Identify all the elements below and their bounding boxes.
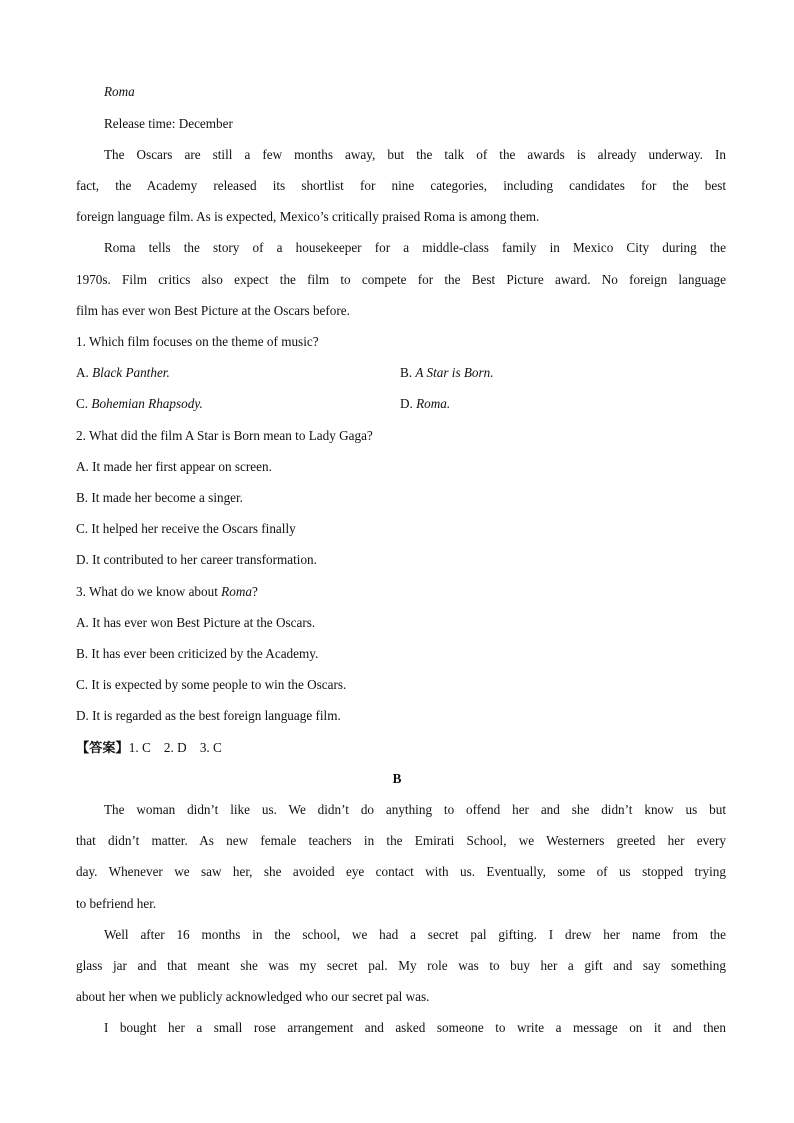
question-3-stem: 3. What do we know about Roma? [76,584,258,599]
paragraph-line: to befriend her. [76,896,157,911]
q2-option-a: A. It made her first appear on screen. [76,459,272,474]
paragraph-line: glass jar and that meant she was my secret pal. My role was to buy her a gift and say something [76,958,726,973]
paragraph-line: fact, the Academy released its shortlist for nine categories, including candidates for the best [76,178,726,193]
paragraph-line: The Oscars are still a few months away, but the talk of the awards is already underway. In [104,147,726,162]
q2-option-c: C. It helped her receive the Oscars finally [76,521,296,536]
roma-title: Roma [104,84,135,99]
paragraph-line: Well after 16 months in the school, we had a secret pal gifting. I drew her name from the [104,927,726,942]
paragraph-line: 1970s. Film critics also expect the film to compete for the Best Picture award. No foreign language [76,272,726,287]
paragraph-line: about her when we publicly acknowledged who our secret pal was. [76,989,430,1004]
q3-option-a: A. It has ever won Best Picture at the Oscars. [76,615,316,630]
paragraph-line: foreign language film. As is expected, Mexico’s critically praised Roma is among them. [76,209,540,224]
paragraph-line: day. Whenever we saw her, she avoided eye contact with us. Eventually, some of us stopped trying [76,864,726,879]
question-2-stem: 2. What did the film A Star is Born mean to Lady Gaga? [76,428,373,443]
paragraph-line: Roma tells the story of a housekeeper for a middle-class family in Mexico City during the [104,240,726,255]
paragraph-line: I bought her a small rose arrangement and asked someone to write a message on it and then [104,1020,726,1035]
q2-option-b: B. It made her become a singer. [76,490,243,505]
q1-option-d: D. Roma. [400,396,451,411]
q3-option-d: D. It is regarded as the best foreign language film. [76,708,341,723]
q1-option-c: C. Bohemian Rhapsody. [76,396,203,411]
question-1-stem: 1. Which film focuses on the theme of music? [76,334,319,349]
answer-key: 【答案】1. C 2. D 3. C [76,740,222,755]
q2-option-d: D. It contributed to her career transformation. [76,552,317,567]
paragraph-line: that didn’t matter. As new female teachers in the Emirati School, we Westerners greeted her every [76,833,726,848]
q1-option-b: B. A Star is Born. [400,365,494,380]
q3-option-c: C. It is expected by some people to win the Oscars. [76,677,347,692]
paragraph-line: film has ever won Best Picture at the Oscars before. [76,303,350,318]
section-heading: B [392,771,402,786]
paragraph-line: The woman didn’t like us. We didn’t do anything to offend her and she didn’t know us but [104,802,726,817]
q3-option-b: B. It has ever been criticized by the Academy. [76,646,319,661]
roma-release: Release time: December [104,116,233,131]
q1-option-a: A. Black Panther. [76,365,170,380]
